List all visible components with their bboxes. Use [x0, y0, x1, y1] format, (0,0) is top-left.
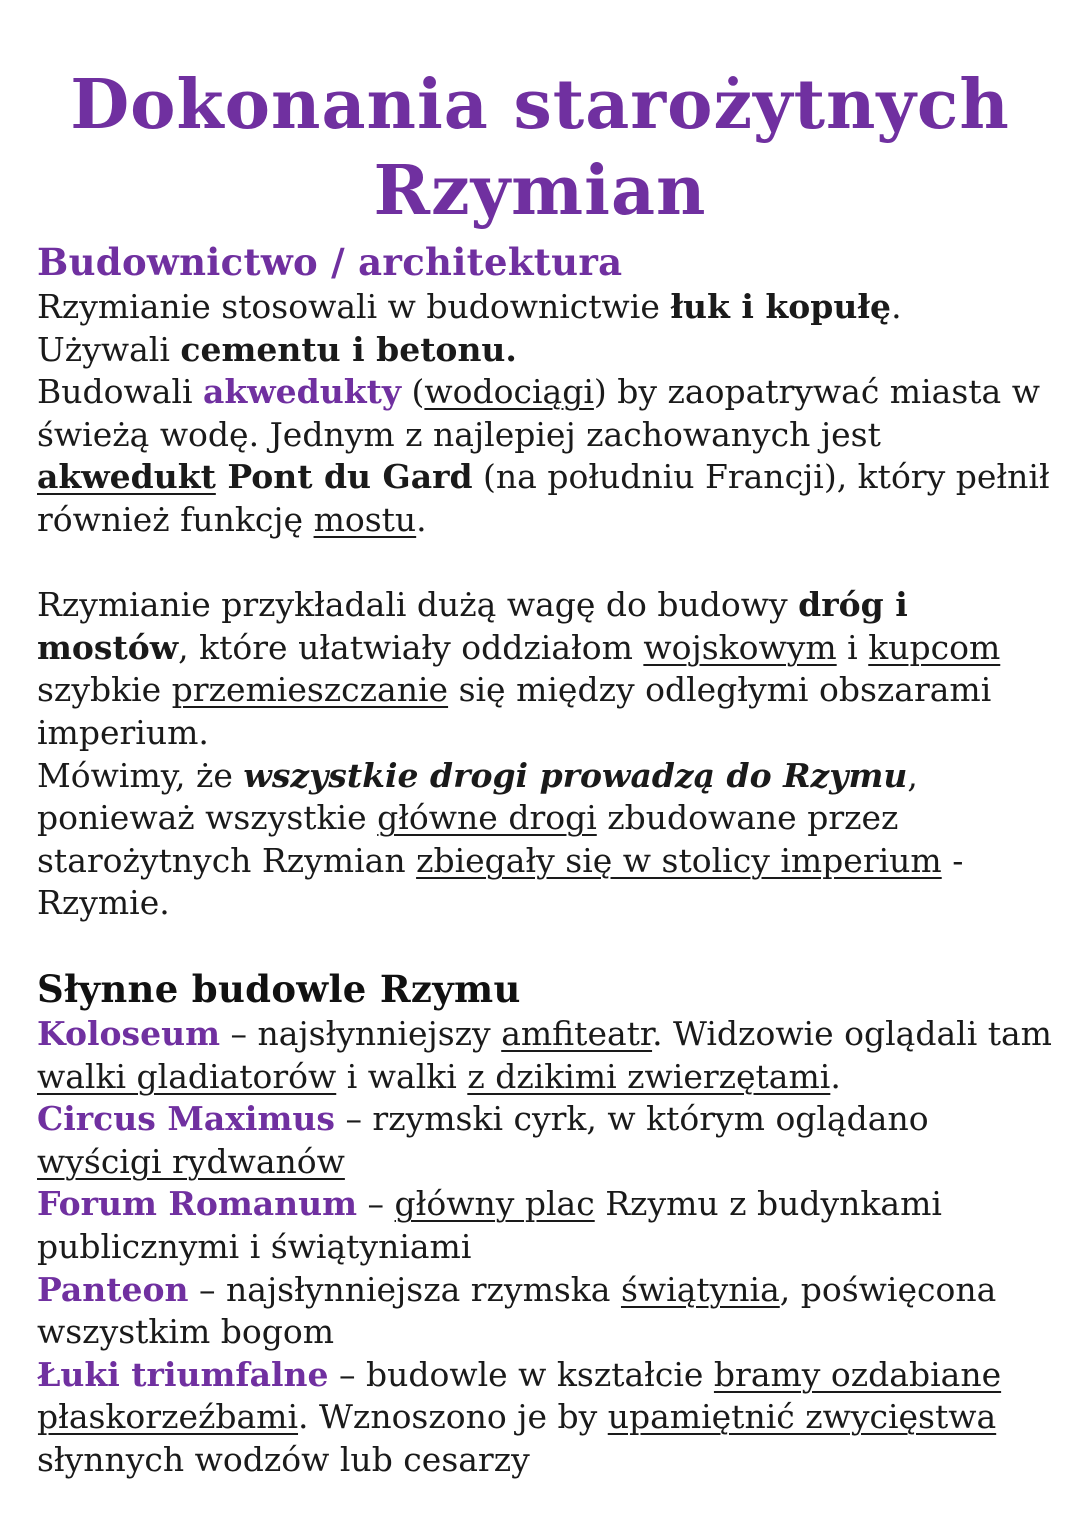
underlined-term: główne drogi [377, 798, 597, 838]
underlined-term: amfiteatr [501, 1014, 653, 1053]
purple-term: akwedukty [203, 372, 402, 412]
paragraph-gap [37, 542, 1057, 585]
underlined-term: mostu [313, 499, 417, 539]
page-title [0, 62, 1080, 234]
title-line-2: Rzymian [373, 151, 707, 231]
bold-term: cementu i betonu. [180, 329, 517, 369]
underlined-term: przemieszczanie [171, 670, 449, 710]
building-item: Koloseum – najsłynniejszy amfiteatr. Widzowie oglądali tam walki gladiatorów i walki z dzikimi zwierzętami. [37, 1014, 1052, 1096]
underlined-term: walki gladiatorów [37, 1056, 337, 1096]
building-name: Forum Romanum [37, 1184, 358, 1224]
bold-underlined-term: akwedukt [37, 457, 216, 497]
building-name: Łuki triumfalne [37, 1354, 329, 1394]
section-heading-architecture: Budownictwo / architektura [37, 240, 623, 284]
building-item: Łuki triumfalne – budowle w kształcie bramy ozdabiane płaskorzeźbami. Wznoszono je by upamiętnić zwycięstwa słynnych wodzów lub cesarzy [37, 1354, 1002, 1479]
building-item: Panteon – najsłynniejsza rzymska świątynia, poświęcona wszystkim bogom [37, 1269, 997, 1352]
underlined-term: wodociągi [424, 372, 594, 412]
building-item: Forum Romanum – główny plac Rzymu z budynkami publicznymi i świątyniami [37, 1184, 942, 1266]
underlined-term: zbiegały się w stolicy imperium [416, 840, 942, 880]
underlined-term: wyścigi rydwanów [37, 1141, 345, 1181]
underlined-term: bramy ozdabiane płaskorzeźbami [37, 1354, 1002, 1437]
section-heading-buildings: Słynne budowle Rzymu [37, 967, 521, 1011]
bold-italic-phrase: wszystkie drogi prowadzą do Rzymu [243, 755, 908, 795]
underlined-term: z dzikimi zwierzętami [467, 1056, 831, 1096]
bold-term: łuk i kopułę [670, 287, 892, 326]
building-name: Circus Maximus [37, 1099, 335, 1139]
building-name: Koloseum [37, 1014, 220, 1053]
underlined-term: główny plac [394, 1184, 595, 1224]
paragraph-aqueducts: Budowali akwedukty (wodociągi) by zaopatrywać miasta w świeżą wodę. Jednym z najlepiej zachowanych jest akwedukt Pont du Gard (na południu Francji), który pełnił również funkcję mostu. [37, 372, 1050, 539]
section-famous-buildings [37, 965, 1057, 1482]
paragraph-cement: Używali cementu i betonu. [37, 329, 517, 369]
title-line-1: Dokonania starożytnych [70, 65, 1010, 145]
paragraph-roads: Rzymianie przykładali dużą wagę do budowy dróg i mostów, które ułatwiały oddziałom wojskowym i kupcom szybkie przemieszczanie się między odległymi obszarami imperium. [37, 585, 1001, 752]
paragraph-all-roads: Mówimy, że wszystkie drogi prowadzą do Rzymu, ponieważ wszystkie główne drogi zbudowane przez starożytnych Rzymian zbiegały się w stolicy imperium - Rzymie. [37, 755, 964, 923]
bold-term: dróg i mostów [37, 585, 908, 667]
underlined-term: upamiętnić zwycięstwa [607, 1397, 997, 1437]
building-item: Circus Maximus – rzymski cyrk, w którym oglądano wyścigi rydwanów [37, 1099, 929, 1181]
underlined-term: świątynia [620, 1269, 780, 1309]
bold-term: Pont du Gard [215, 457, 473, 497]
building-name: Panteon [37, 1269, 189, 1309]
section-architecture [37, 238, 1057, 925]
underlined-term: kupcom [868, 627, 1001, 667]
underlined-term: wojskowym [643, 627, 837, 667]
paragraph-arch-arch: Rzymianie stosowali w budownictwie łuk i kopułę. [37, 287, 902, 326]
